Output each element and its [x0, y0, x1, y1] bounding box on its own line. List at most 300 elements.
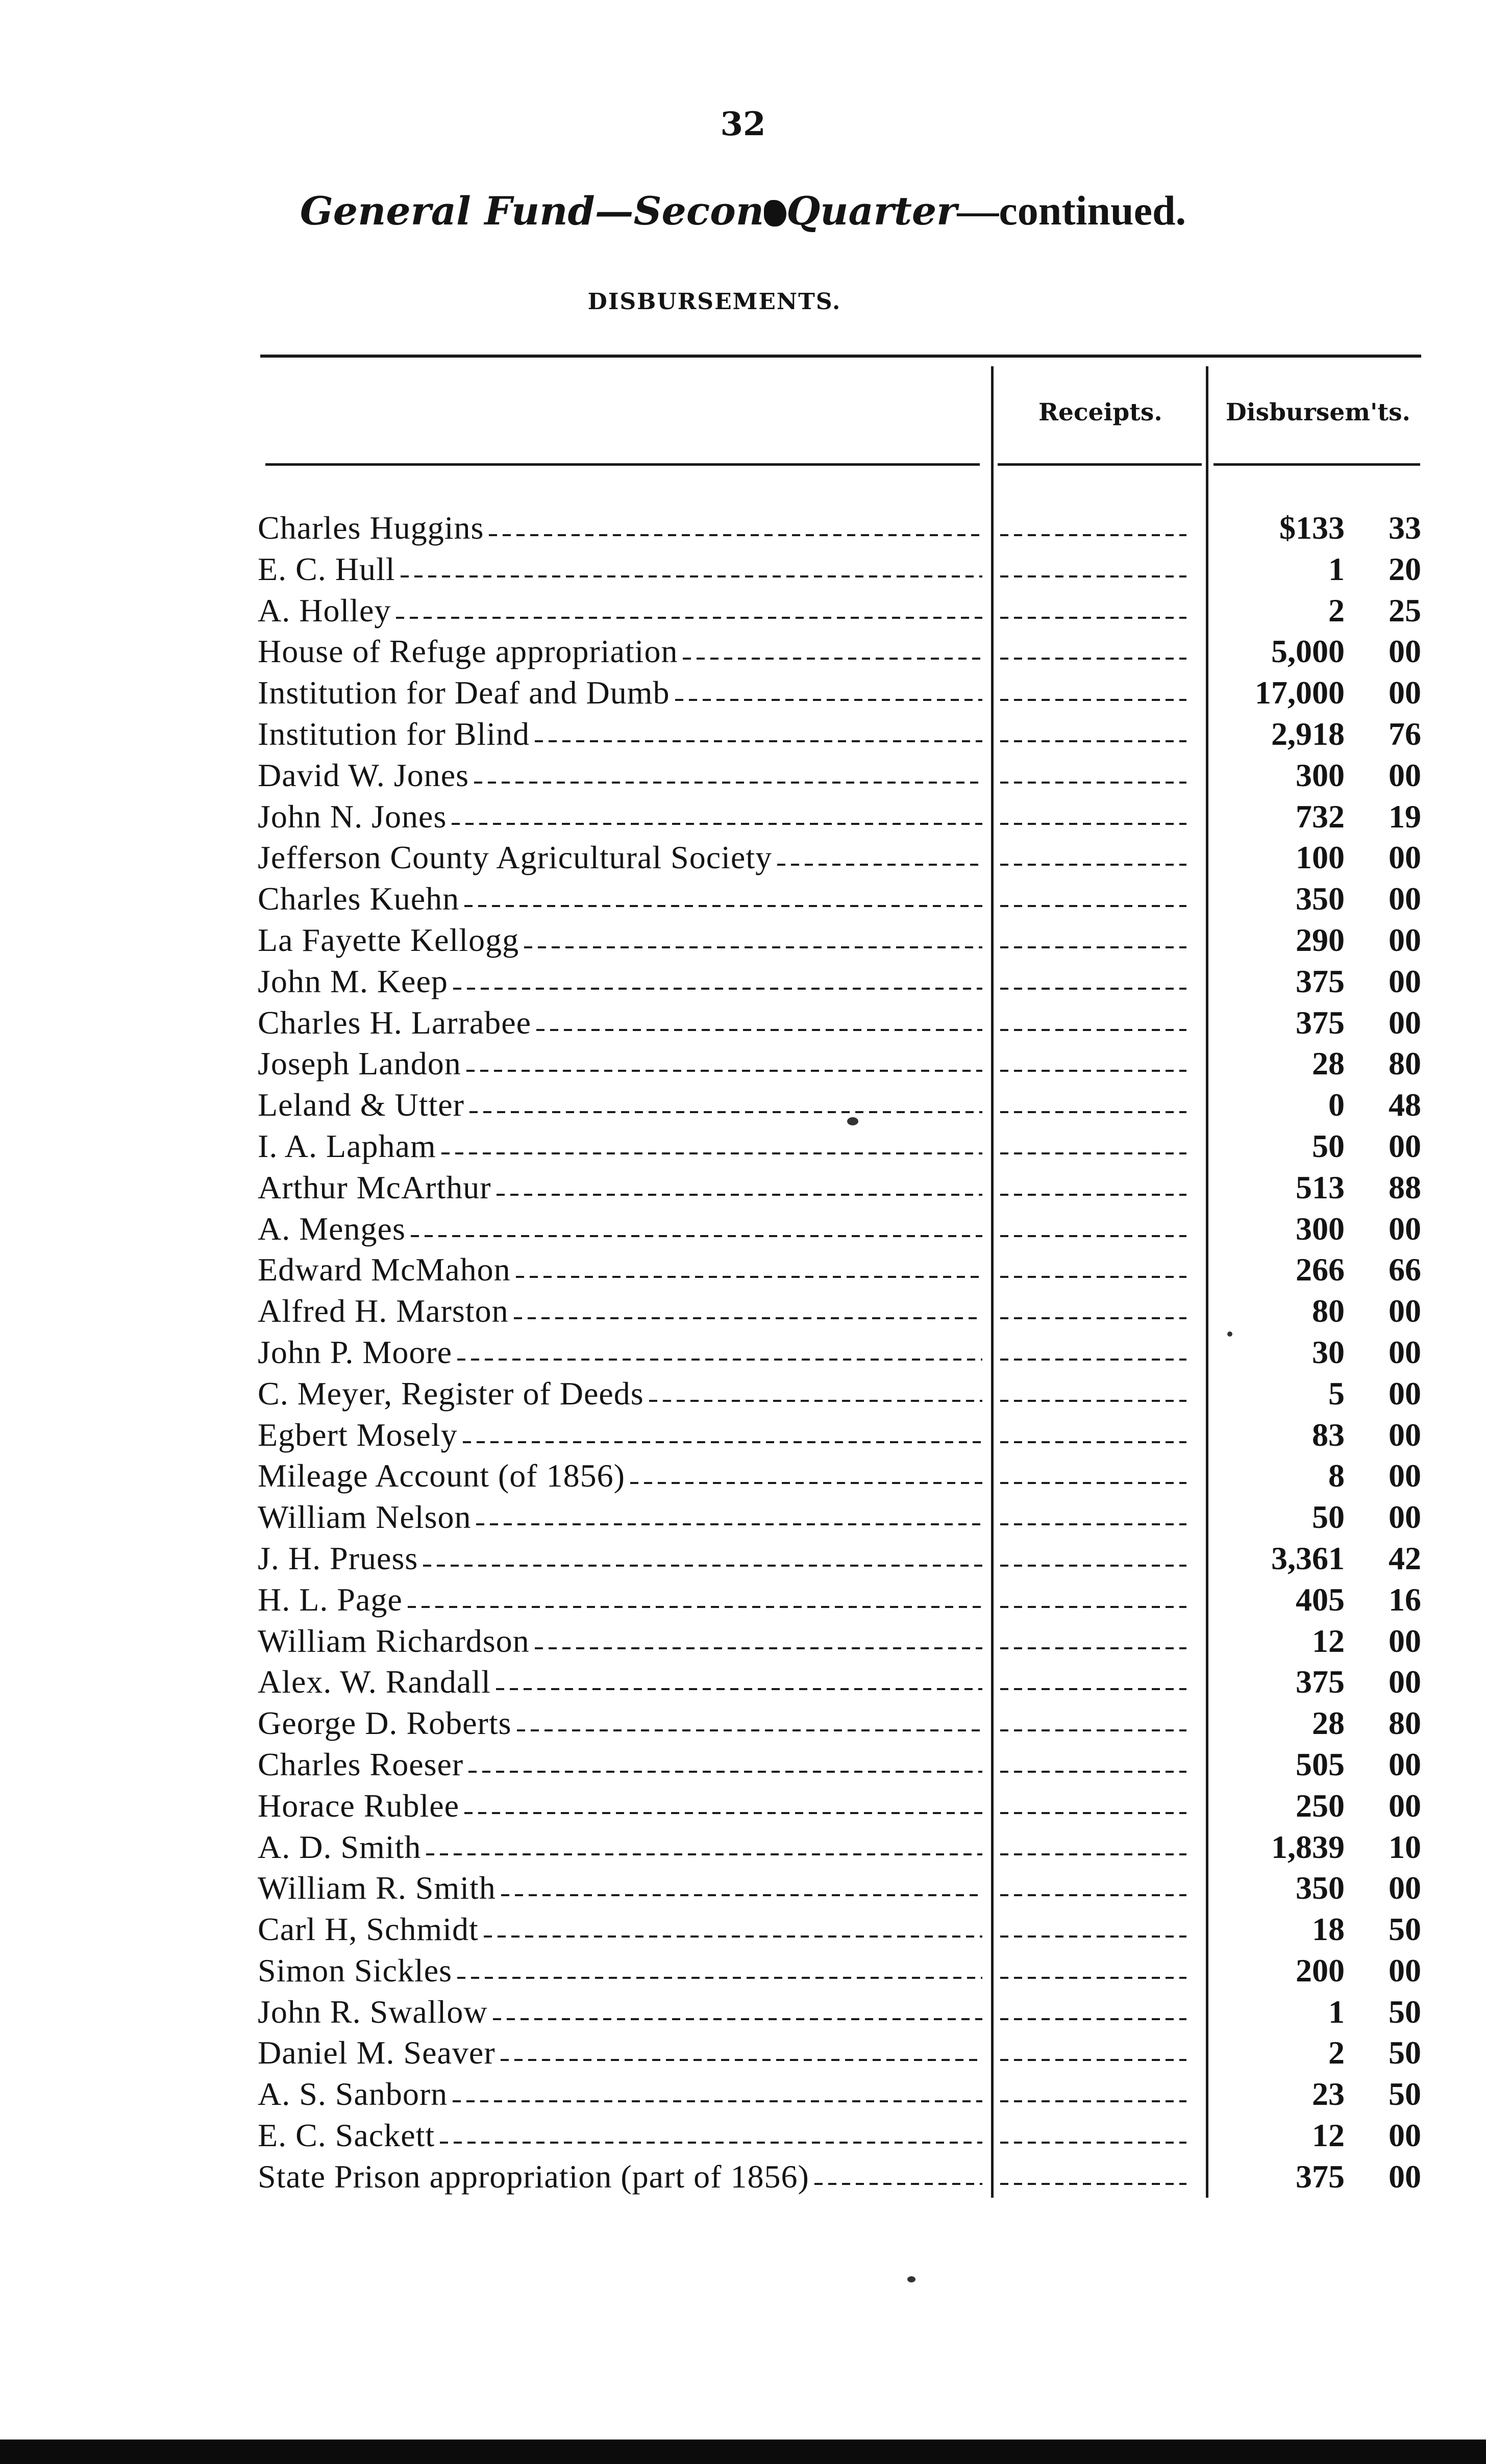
payee-name: Egbert Mosely	[258, 1416, 458, 1453]
table-row	[258, 631, 1429, 672]
receipts-cell	[1000, 1786, 1186, 1826]
dot-leader	[452, 823, 982, 825]
disbursement-cents: 00	[1389, 1787, 1421, 1824]
receipts-cell	[1000, 1662, 1186, 1702]
dot-leader	[1000, 988, 1186, 990]
payee-cell	[258, 1332, 982, 1373]
payee-cell	[258, 1662, 982, 1702]
disbursement-dollars: 12	[1312, 2117, 1345, 2154]
payee-cell	[258, 1909, 982, 1950]
column-header-disbursements: Disbursem'ts.	[1226, 398, 1410, 426]
table-row	[258, 508, 1429, 549]
disbursement-cents: 42	[1389, 1540, 1421, 1576]
print-speck	[1227, 1331, 1232, 1337]
payee-name: State Prison appropriation (part of 1856)	[258, 2158, 809, 2195]
dot-leader	[496, 1688, 982, 1690]
payee-cell	[258, 1992, 982, 2032]
dot-leader	[814, 2183, 982, 2185]
receipts-cell	[1000, 1373, 1186, 1414]
dot-leader	[476, 1523, 982, 1525]
page-number: 32	[720, 105, 766, 143]
payee-cell	[258, 1415, 982, 1455]
payee-name: Horace Rublee	[258, 1787, 460, 1824]
table-top-rule	[260, 355, 1421, 358]
header-bottom-rule	[265, 463, 980, 466]
payee-name: Alex. W. Randall	[258, 1664, 491, 1700]
receipts-cell	[1000, 1126, 1186, 1167]
dot-leader	[1000, 2142, 1186, 2144]
disbursement-cents: 66	[1389, 1251, 1421, 1288]
disbursement-cents: 50	[1389, 2076, 1421, 2113]
table-row	[258, 2156, 1429, 2198]
table-row	[258, 796, 1429, 838]
payee-cell	[258, 1126, 982, 1167]
table-row	[258, 1992, 1429, 2033]
disbursement-cents: 00	[1389, 1004, 1421, 1041]
dot-leader	[1000, 1400, 1186, 1402]
disbursement-cents: 00	[1389, 1457, 1421, 1494]
payee-cell	[258, 1744, 982, 1785]
receipts-cell	[1000, 2156, 1186, 2197]
payee-cell	[258, 1455, 982, 1496]
dot-leader	[1000, 1111, 1186, 1113]
disbursement-cents: 88	[1389, 1169, 1421, 1205]
dot-leader	[517, 1729, 983, 1731]
dot-leader	[1000, 2100, 1186, 2102]
table-row	[258, 672, 1429, 714]
receipts-cell	[1000, 2032, 1186, 2073]
dot-leader	[535, 740, 982, 742]
dot-leader	[466, 1070, 982, 1072]
ink-blot	[764, 200, 786, 227]
disbursement-cents: 00	[1389, 921, 1421, 958]
dot-leader	[1000, 1688, 1186, 1690]
payee-cell	[258, 1002, 982, 1043]
dot-leader	[1000, 1482, 1186, 1484]
payee-cell	[258, 1950, 982, 1991]
disbursement-cents: 33	[1389, 510, 1421, 546]
payee-cell	[258, 755, 982, 796]
dot-leader	[468, 1771, 982, 1773]
running-head	[0, 187, 1486, 234]
dot-leader	[463, 1441, 982, 1443]
receipts-cell	[1000, 2115, 1186, 2156]
payee-name: A. D. Smith	[258, 1828, 422, 1865]
disbursement-dollars: $133	[1279, 510, 1345, 546]
disbursement-cents: 00	[1389, 1293, 1421, 1329]
disbursement-cents: 00	[1389, 839, 1421, 876]
disbursement-dollars: 5	[1328, 1375, 1345, 1412]
dot-leader	[1000, 1853, 1186, 1855]
dot-leader	[535, 1647, 982, 1649]
receipts-cell	[1000, 631, 1186, 672]
disbursement-dollars: 12	[1312, 1622, 1345, 1659]
payee-name: A. Holley	[258, 592, 391, 628]
dot-leader	[441, 1152, 982, 1154]
receipts-cell	[1000, 1291, 1186, 1331]
disbursement-dollars: 1	[1328, 1993, 1345, 2030]
table-row	[258, 549, 1429, 590]
disbursement-cents: 00	[1389, 1746, 1421, 1782]
payee-name: La Fayette Kellogg	[258, 921, 519, 958]
dot-leader	[1000, 1523, 1186, 1525]
table-row	[258, 755, 1429, 796]
table-row	[258, 1703, 1429, 1744]
dot-leader	[1000, 1771, 1186, 1773]
receipts-cell	[1000, 1992, 1186, 2032]
payee-cell	[258, 631, 982, 672]
receipts-cell	[1000, 1002, 1186, 1043]
dot-leader	[1000, 534, 1186, 536]
dot-leader	[1000, 1317, 1186, 1319]
dot-leader	[396, 617, 982, 619]
disbursement-dollars: 50	[1312, 1127, 1345, 1164]
dot-leader	[484, 1935, 982, 1938]
disbursement-dollars: 18	[1312, 1911, 1345, 1948]
dot-leader	[457, 1359, 982, 1361]
payee-name: George D. Roberts	[258, 1705, 512, 1742]
header-bottom-rule-receipts	[998, 463, 1202, 466]
receipts-cell	[1000, 837, 1186, 878]
receipts-cell	[1000, 549, 1186, 590]
disbursement-cents: 00	[1389, 674, 1421, 711]
payee-name: Institution for Blind	[258, 715, 530, 752]
table-row	[258, 1909, 1429, 1950]
disbursement-dollars: 2,918	[1271, 715, 1345, 752]
payee-cell	[258, 878, 982, 919]
dot-leader	[777, 864, 982, 866]
dot-leader	[514, 1317, 982, 1319]
payee-name: David W. Jones	[258, 757, 469, 793]
disbursement-cents: 00	[1389, 1499, 1421, 1536]
table-row	[258, 1126, 1429, 1167]
payee-name: Mileage Account (of 1856)	[258, 1457, 625, 1494]
disbursement-dollars: 2	[1328, 592, 1345, 628]
payee-cell	[258, 2156, 982, 2197]
payee-name: John M. Keep	[258, 963, 448, 999]
disbursement-dollars: 300	[1296, 757, 1345, 793]
dot-leader	[408, 1606, 982, 1608]
disbursement-dollars: 3,361	[1271, 1540, 1345, 1576]
table-row	[258, 1167, 1429, 1209]
receipts-cell	[1000, 2074, 1186, 2115]
payee-cell	[258, 672, 982, 713]
receipts-cell	[1000, 1497, 1186, 1538]
dot-leader	[1000, 1070, 1186, 1072]
receipts-cell	[1000, 1209, 1186, 1249]
table-row	[258, 2115, 1429, 2156]
dot-leader	[1000, 2183, 1186, 2185]
disbursement-cents: 20	[1389, 550, 1421, 587]
dot-leader	[1000, 1152, 1186, 1154]
payee-name: William Nelson	[258, 1499, 472, 1536]
payee-name: H. L. Page	[258, 1581, 403, 1618]
disbursement-dollars: 5,000	[1271, 633, 1345, 670]
table-row	[258, 714, 1429, 755]
payee-cell	[258, 1085, 982, 1125]
dot-leader	[1000, 699, 1186, 701]
disbursement-cents: 00	[1389, 1664, 1421, 1700]
disbursement-cents: 50	[1389, 1993, 1421, 2030]
dot-leader	[1000, 1935, 1186, 1938]
payee-cell	[258, 1249, 982, 1290]
payee-name: Charles Kuehn	[258, 881, 460, 917]
table-row	[258, 1827, 1429, 1868]
disbursement-cents: 00	[1389, 1375, 1421, 1412]
disbursement-cents: 76	[1389, 715, 1421, 752]
payee-cell	[258, 1373, 982, 1414]
disbursement-cents: 00	[1389, 1210, 1421, 1247]
disbursement-cents: 00	[1389, 963, 1421, 999]
disbursement-cents: 10	[1389, 1828, 1421, 1865]
payee-name: John P. Moore	[258, 1334, 453, 1370]
table-row	[258, 1455, 1429, 1497]
payee-name: Alfred H. Marston	[258, 1293, 509, 1329]
disbursement-list	[258, 508, 1429, 2198]
table-row	[258, 2074, 1429, 2115]
disbursement-cents: 80	[1389, 1045, 1421, 1082]
payee-cell	[258, 1497, 982, 1538]
disbursement-cents: 50	[1389, 1911, 1421, 1948]
payee-name: J. H. Pruess	[258, 1540, 418, 1576]
disbursement-cents: 00	[1389, 1127, 1421, 1164]
table-row	[258, 1579, 1429, 1621]
disbursement-cents: 00	[1389, 757, 1421, 793]
dot-leader	[1000, 1441, 1186, 1443]
payee-cell	[258, 1827, 982, 1868]
disbursement-dollars: 30	[1312, 1334, 1345, 1370]
table-row	[258, 1950, 1429, 1992]
table-row	[258, 1043, 1429, 1085]
payee-name: Carl H, Schmidt	[258, 1911, 479, 1948]
disbursement-dollars: 28	[1312, 1045, 1345, 1082]
disbursement-dollars: 100	[1296, 839, 1345, 876]
header-bottom-rule-disbursements	[1213, 463, 1420, 466]
receipts-cell	[1000, 878, 1186, 919]
dot-leader	[1000, 740, 1186, 742]
dot-leader	[1000, 575, 1186, 577]
table-row	[258, 1497, 1429, 1538]
disbursement-dollars: 200	[1296, 1952, 1345, 1989]
receipts-cell	[1000, 796, 1186, 837]
running-head-part-3: —continued.	[957, 187, 1186, 234]
dot-leader	[426, 1853, 982, 1855]
disbursement-dollars: 8	[1328, 1457, 1345, 1494]
receipts-cell	[1000, 1167, 1186, 1208]
disbursement-dollars: 375	[1296, 2158, 1345, 2195]
dot-leader	[1000, 1276, 1186, 1278]
dot-leader	[1000, 1729, 1186, 1731]
receipts-cell	[1000, 1043, 1186, 1084]
table-row	[258, 1621, 1429, 1662]
dot-leader	[649, 1400, 982, 1402]
payee-name: William R. Smith	[258, 1870, 496, 1906]
receipts-cell	[1000, 920, 1186, 961]
payee-cell	[258, 961, 982, 1002]
dot-leader	[1000, 1647, 1186, 1649]
table-row	[258, 1249, 1429, 1291]
disbursement-dollars: 266	[1296, 1251, 1345, 1288]
table-row	[258, 837, 1429, 878]
payee-name: John N. Jones	[258, 798, 447, 835]
disbursement-cents: 00	[1389, 1870, 1421, 1906]
dot-leader	[497, 1194, 982, 1196]
table-row	[258, 1291, 1429, 1332]
running-head-part-2: Quarter	[786, 188, 957, 234]
table-row	[258, 1002, 1429, 1044]
payee-name: I. A. Lapham	[258, 1127, 436, 1164]
receipts-cell	[1000, 1703, 1186, 1744]
dot-leader	[1000, 905, 1186, 907]
payee-cell	[258, 796, 982, 837]
dot-leader	[1000, 946, 1186, 948]
disbursement-dollars: 23	[1312, 2076, 1345, 2113]
dot-leader	[683, 658, 982, 660]
payee-name: Daniel M. Seaver	[258, 2034, 496, 2071]
disbursement-cents: 00	[1389, 1622, 1421, 1659]
payee-name: John R. Swallow	[258, 1993, 488, 2030]
disbursement-dollars: 375	[1296, 1004, 1345, 1041]
disbursement-cents: 48	[1389, 1087, 1421, 1123]
dot-leader	[501, 2059, 982, 2061]
disbursement-cents: 00	[1389, 1334, 1421, 1370]
payee-cell	[258, 1043, 982, 1084]
disbursement-cents: 00	[1389, 2158, 1421, 2195]
receipts-cell	[1000, 1455, 1186, 1496]
payee-cell	[258, 714, 982, 755]
dot-leader	[1000, 1894, 1186, 1896]
disbursement-dollars: 1,839	[1271, 1828, 1345, 1865]
table-row	[258, 590, 1429, 632]
running-head-part-1: General Fund—Secon	[300, 188, 764, 234]
payee-name: Arthur McArthur	[258, 1169, 491, 1205]
dot-leader	[501, 1894, 982, 1896]
payee-name: Charles Huggins	[258, 510, 484, 546]
dot-leader	[1000, 1194, 1186, 1196]
payee-cell	[258, 508, 982, 548]
payee-name: Joseph Landon	[258, 1045, 461, 1082]
disbursement-dollars: 17,000	[1255, 674, 1345, 711]
payee-name: Simon Sickles	[258, 1952, 453, 1989]
disbursement-dollars: 250	[1296, 1787, 1345, 1824]
dot-leader	[411, 1235, 982, 1237]
payee-name: A. S. Sanborn	[258, 2076, 448, 2113]
table-row	[258, 1538, 1429, 1579]
dot-leader	[457, 1977, 982, 1979]
dot-leader	[1000, 1235, 1186, 1237]
dot-leader	[1000, 2018, 1186, 2020]
receipts-cell	[1000, 1085, 1186, 1125]
dot-leader	[1000, 1812, 1186, 1814]
table-row	[258, 1373, 1429, 1415]
disbursement-dollars: 505	[1296, 1746, 1345, 1782]
payee-cell	[258, 1703, 982, 1744]
table-row	[258, 1209, 1429, 1250]
disbursement-cents: 25	[1389, 592, 1421, 628]
payee-cell	[258, 1621, 982, 1662]
disbursement-dollars: 300	[1296, 1210, 1345, 1247]
disbursement-dollars: 80	[1312, 1293, 1345, 1329]
disbursement-dollars: 350	[1296, 1870, 1345, 1906]
payee-name: E. C. Sackett	[258, 2117, 435, 2154]
dot-leader	[493, 2018, 982, 2020]
disbursement-dollars: 405	[1296, 1581, 1345, 1618]
payee-name: A. Menges	[258, 1210, 406, 1247]
dot-leader	[474, 782, 982, 784]
disbursement-dollars: 1	[1328, 550, 1345, 587]
disbursement-dollars: 0	[1328, 1087, 1345, 1123]
disbursement-dollars: 2	[1328, 2034, 1345, 2071]
disbursement-cents: 00	[1389, 881, 1421, 917]
receipts-cell	[1000, 672, 1186, 713]
table-row	[258, 1415, 1429, 1456]
dot-leader	[423, 1565, 982, 1567]
dot-leader	[464, 905, 982, 907]
payee-cell	[258, 2115, 982, 2156]
dot-leader	[453, 988, 982, 990]
receipts-cell	[1000, 1868, 1186, 1908]
payee-name: Edward McMahon	[258, 1251, 511, 1288]
table-row	[258, 1786, 1429, 1827]
disbursement-dollars: 375	[1296, 1664, 1345, 1700]
receipts-cell	[1000, 1538, 1186, 1579]
receipts-cell	[1000, 1249, 1186, 1290]
payee-cell	[258, 1786, 982, 1826]
payee-name: Leland & Utter	[258, 1087, 464, 1123]
table-row	[258, 1868, 1429, 1909]
payee-cell	[258, 549, 982, 590]
disbursement-dollars: 732	[1296, 798, 1345, 835]
print-speck	[847, 1117, 858, 1125]
payee-cell	[258, 2074, 982, 2115]
payee-cell	[258, 1579, 982, 1620]
payee-cell	[258, 1167, 982, 1208]
table-row	[258, 920, 1429, 961]
dot-leader	[1000, 823, 1186, 825]
disbursement-dollars: 513	[1296, 1169, 1345, 1205]
dot-leader	[1000, 1359, 1186, 1361]
disbursement-cents: 00	[1389, 633, 1421, 670]
disbursement-cents: 80	[1389, 1705, 1421, 1742]
dot-leader	[516, 1276, 982, 1278]
payee-name: E. C. Hull	[258, 550, 395, 587]
dot-leader	[464, 1812, 982, 1814]
disbursement-cents: 00	[1389, 1952, 1421, 1989]
dot-leader	[440, 2142, 982, 2144]
disbursement-cents: 00	[1389, 2117, 1421, 2154]
disbursement-dollars: 83	[1312, 1416, 1345, 1453]
receipts-cell	[1000, 1579, 1186, 1620]
table-row	[258, 2032, 1429, 2074]
payee-name: Jefferson County Agricultural Society	[258, 839, 773, 876]
disbursement-dollars: 290	[1296, 921, 1345, 958]
dot-leader	[1000, 2059, 1186, 2061]
disbursement-dollars: 375	[1296, 963, 1345, 999]
dot-leader	[401, 575, 982, 577]
receipts-cell	[1000, 1827, 1186, 1868]
dot-leader	[1000, 1977, 1186, 1979]
dot-leader	[1000, 617, 1186, 619]
disbursement-cents: 16	[1389, 1581, 1421, 1618]
disbursement-cents: 50	[1389, 2034, 1421, 2071]
payee-cell	[258, 590, 982, 631]
receipts-cell	[1000, 1744, 1186, 1785]
dot-leader	[675, 699, 983, 701]
payee-cell	[258, 920, 982, 961]
receipts-cell	[1000, 1415, 1186, 1455]
dot-leader	[1000, 782, 1186, 784]
payee-cell	[258, 1291, 982, 1331]
